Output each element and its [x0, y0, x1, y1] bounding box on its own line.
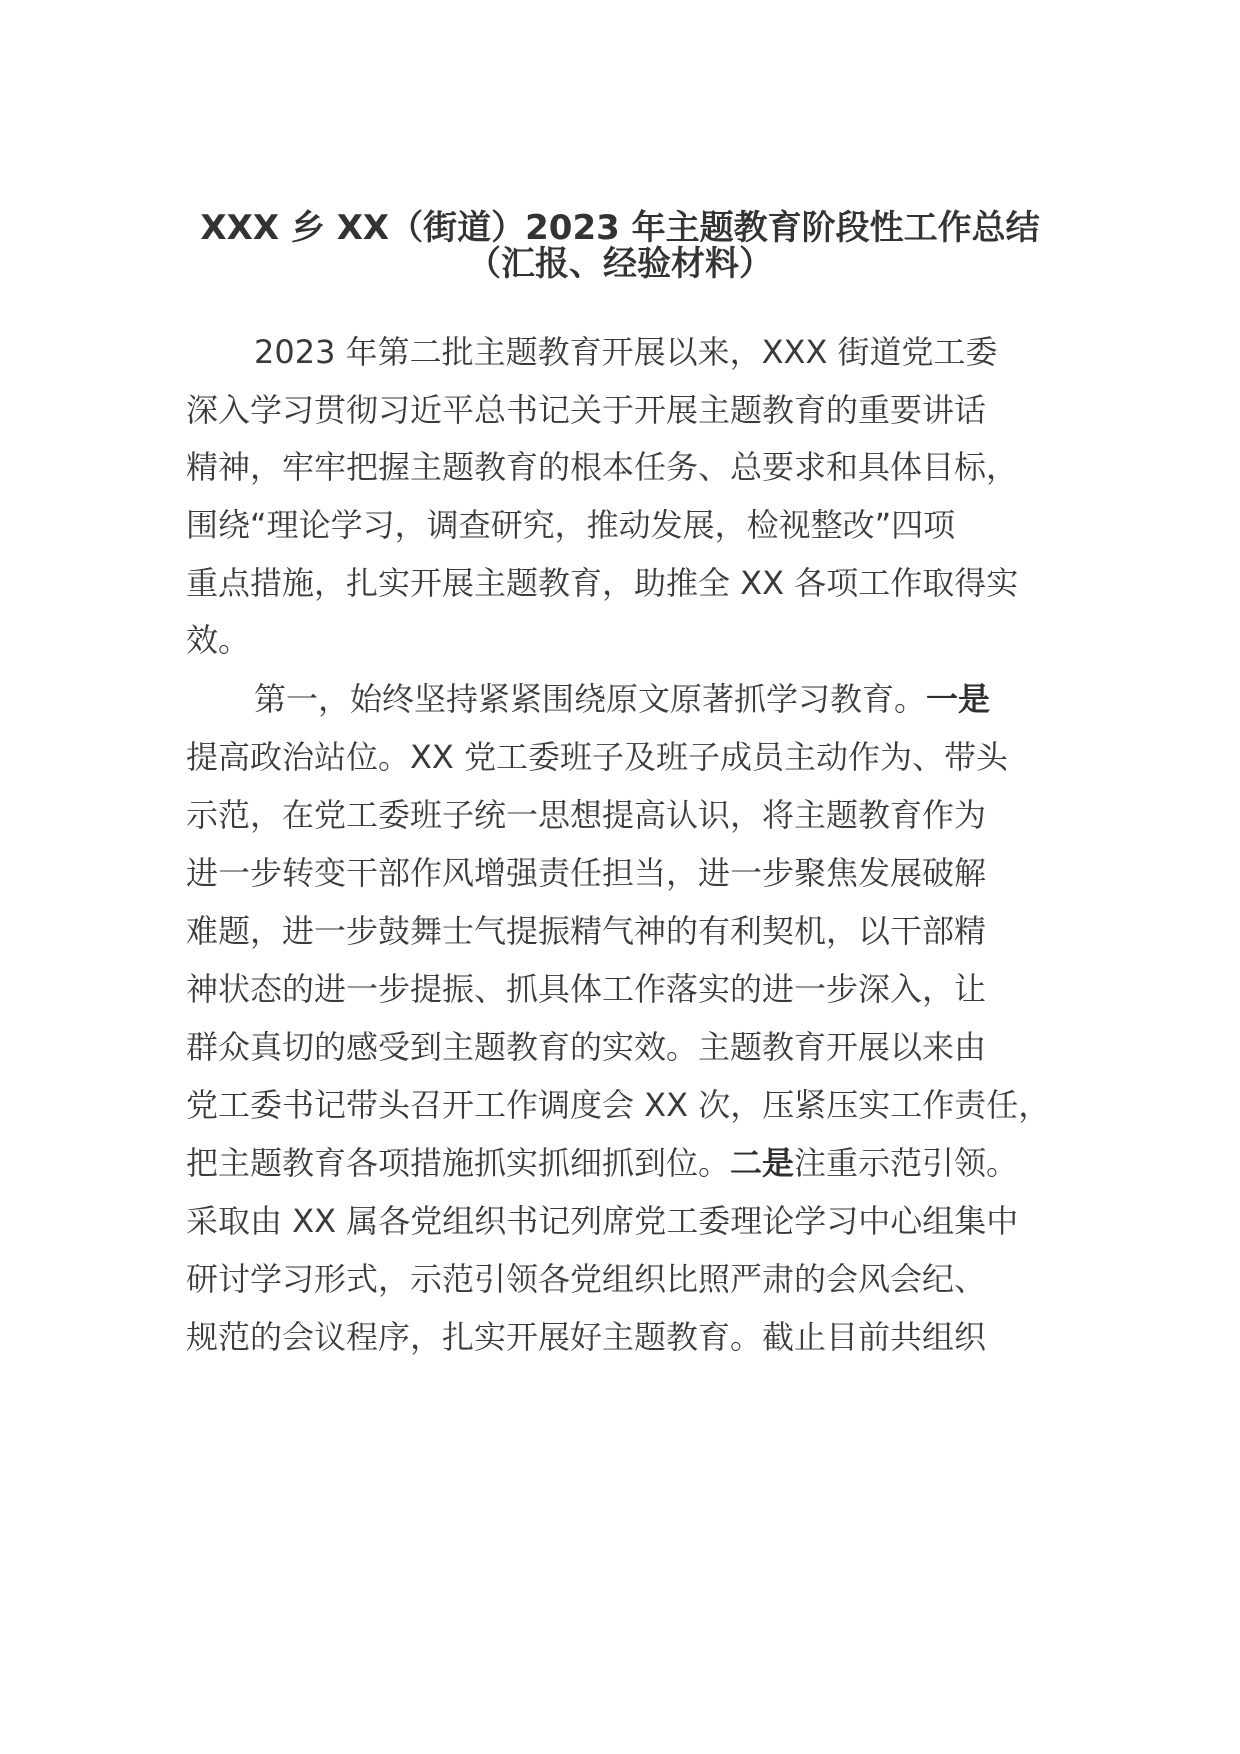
document-title-line-1: XXX 乡 XX（街道）2023 年主题教育阶段性工作总结 — [200, 208, 1040, 248]
body-line: 精神，牢牢把握主题教育的根本任务、总要求和具体目标， — [186, 448, 1019, 486]
body-line: 神状态的进一步提振、抓具体工作落实的进一步深入，让 — [186, 970, 987, 1008]
body-line: 示范，在党工委班子统一思想提高认识，将主题教育作为 — [186, 796, 987, 834]
document-title-line-2: （汇报、经验材料） — [467, 244, 773, 284]
body-line: 研讨学习形式，示范引领各党组织比照严肃的会风会纪、 — [186, 1260, 987, 1298]
body-text: 注重示范引领。 — [794, 1144, 1019, 1182]
body-line: 党工委书记带头召开工作调度会 XX 次，压紧压实工作责任， — [186, 1086, 1051, 1124]
body-line: 进一步转变干部作风增强责任担当，进一步聚焦发展破解 — [186, 854, 987, 892]
body-line: 群众真切的感受到主题教育的实效。主题教育开展以来由 — [186, 1028, 987, 1066]
body-line: 规范的会议程序，扎实开展好主题教育。截止目前共组织 — [186, 1318, 987, 1356]
section-heading: 第一，始终坚持紧紧围绕原文原著抓学习教育。 — [254, 680, 927, 718]
body-line — [186, 1143, 1018, 1183]
body-line: 围绕“理论学习，调查研究，推动发展，检视整改”四项 — [186, 506, 956, 544]
body-line: 效。 — [186, 621, 251, 659]
body-line: 难题，进一步鼓舞士气提振精气神的有利契机，以干部精 — [186, 912, 987, 950]
body-line: 2023 年第二批主题教育开展以来，XXX 街道党工委 — [254, 333, 998, 371]
body-text: 把主题教育各项措施抓实抓细抓到位。 — [186, 1144, 731, 1182]
bold-lead-first: 一是 — [926, 680, 991, 718]
body-line: 提高政治站位。XX 党工委班子及班子成员主动作为、带头 — [186, 738, 1009, 776]
body-line: 采取由 XX 属各党组织书记列席党工委理论学习中心组集中 — [186, 1202, 1019, 1240]
body-line: 重点措施，扎实开展主题教育，助推全 XX 各项工作取得实 — [186, 564, 1019, 602]
body-line — [254, 679, 990, 719]
bold-lead-second: 二是 — [730, 1144, 795, 1182]
body-line: 深入学习贯彻习近平总书记关于开展主题教育的重要讲话 — [186, 391, 987, 429]
